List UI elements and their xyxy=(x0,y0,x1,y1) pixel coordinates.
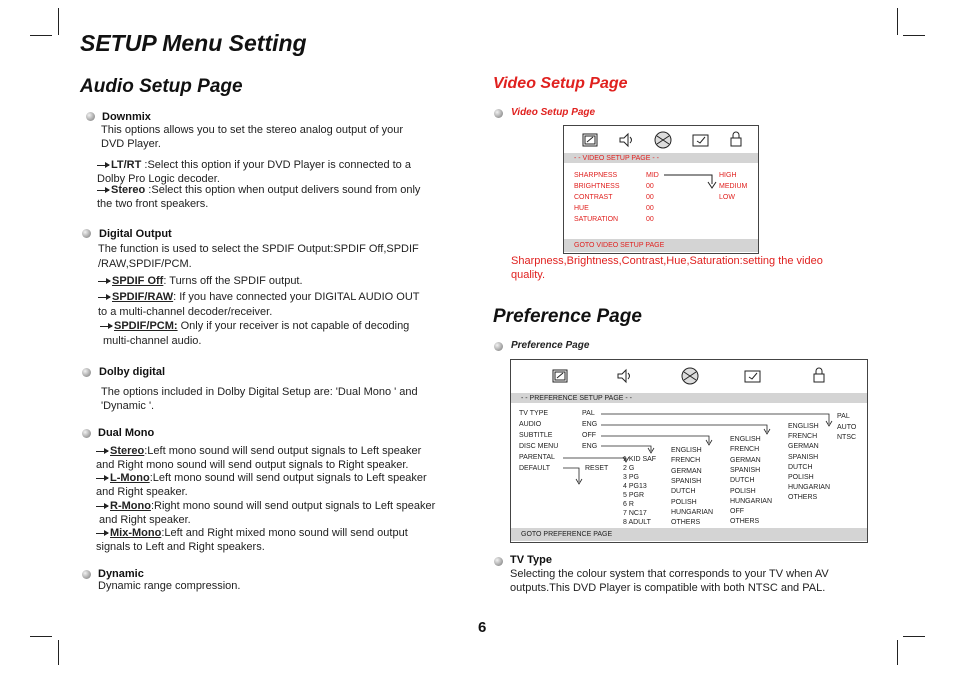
setting-label: AUDIO xyxy=(519,421,542,428)
page-title: SETUP Menu Setting xyxy=(80,30,307,56)
option-item: MEDIUM xyxy=(719,183,748,190)
bullet-icon xyxy=(494,557,503,566)
bullet-icon xyxy=(494,109,503,118)
audio-option: OTHERS xyxy=(788,494,818,502)
setting-label: HUE xyxy=(574,205,589,212)
parental-option: 4 PG13 xyxy=(623,483,647,490)
setting-label: SUBTITLE xyxy=(519,432,553,439)
preference-caption: Preference Page xyxy=(511,340,590,351)
downmix-stereo: Stereo :Select this option when output delivers sound from only the two front speakers. xyxy=(97,184,421,210)
audio-option: POLISH xyxy=(788,474,814,481)
disc-menu-option: POLISH xyxy=(671,498,697,506)
crop-mark xyxy=(897,8,898,35)
downmix-title: Downmix xyxy=(102,111,151,123)
spdif-raw: SPDIF/RAW: If you have connected your DIGITAL AUDIO OUT to a multi-channel decoder/receiver. xyxy=(98,291,420,318)
setting-value: ENG xyxy=(582,421,598,428)
dolby-icon xyxy=(652,130,674,150)
parental-option: 8 ADULT xyxy=(623,519,651,526)
disc-menu-option: HUNGARIAN xyxy=(671,508,714,516)
audio-option: HUNGARIAN xyxy=(788,484,831,492)
option-item: LOW xyxy=(719,194,735,201)
subtitle-option: DUTCH xyxy=(730,477,755,485)
parental-option: 6 R xyxy=(623,501,634,508)
arrow-icon xyxy=(100,326,112,327)
arrow-icon xyxy=(96,506,108,507)
dual-mono-stereo: Stereo:Left mono sound will send output signals to Left speaker and Right mono sound will send output signals to Right speaker. xyxy=(96,445,422,471)
panel-footer: GOTO PREFERENCE PAGE xyxy=(521,531,613,538)
bullet-icon xyxy=(82,570,91,579)
parental-option: 3 PG xyxy=(623,474,639,481)
disc-menu-option: DUTCH xyxy=(671,488,696,496)
setting-value: MID xyxy=(646,172,659,179)
setting-label: SHARPNESS xyxy=(574,172,618,179)
downmix-desc: This options allows you to set the stereo analog output of your DVD Player. xyxy=(101,124,404,150)
crop-mark xyxy=(30,636,52,637)
arrow-icon xyxy=(98,297,110,298)
video-setup-panel xyxy=(563,125,759,254)
setting-label: PARENTAL xyxy=(519,454,555,461)
setting-value: 00 xyxy=(646,216,654,223)
crop-mark xyxy=(903,35,925,36)
parental-option: 5 PGR xyxy=(623,492,645,499)
setting-label: TV TYPE xyxy=(519,410,549,417)
video-note: Sharpness,Brightness,Contrast,Hue,Saturation:setting the video quality. xyxy=(511,255,823,281)
disc-menu-option: FRENCH xyxy=(671,457,701,465)
audio-option: FRENCH xyxy=(788,433,818,441)
dual-mono-title: Dual Mono xyxy=(98,427,155,439)
setting-label: DISC MENU xyxy=(519,443,559,450)
subtitle-option: GERMAN xyxy=(730,456,761,464)
arrow-icon xyxy=(98,281,110,282)
subtitle-option: ENGLISH xyxy=(730,436,761,443)
subtitle-option: OTHERS xyxy=(730,518,760,526)
disc-menu-option: ENGLISH xyxy=(671,447,702,454)
setting-value: PAL xyxy=(582,410,595,417)
general-setup-icon xyxy=(581,132,601,148)
crop-mark xyxy=(58,8,59,35)
subtitle-option: OFF xyxy=(730,508,744,516)
setting-value: 00 xyxy=(646,205,654,212)
panel-footer: GOTO VIDEO SETUP PAGE xyxy=(574,242,665,249)
crop-mark xyxy=(58,640,59,665)
setting-label: DEFAULT xyxy=(519,465,550,472)
connector-arrows xyxy=(511,360,867,542)
preference-heading: Preference Page xyxy=(493,306,642,327)
setting-label: SATURATION xyxy=(574,216,619,223)
arrow-icon xyxy=(96,451,108,452)
lock-icon xyxy=(726,131,746,147)
dual-mono-mix: Mix-Mono:Left and Right mixed mono sound will send output signals to Left and Right speakers. xyxy=(96,527,408,553)
panel-header: - - PREFERENCE SETUP PAGE - - xyxy=(521,395,632,402)
bullet-icon xyxy=(82,229,91,238)
downmix-ltrt: LT/RT :Select this option if your DVD Player is connected to a Dolby Pro Logic decoder. xyxy=(97,159,411,185)
setting-value: 00 xyxy=(646,194,654,201)
arrow-icon xyxy=(96,478,108,479)
video-caption: Video Setup Page xyxy=(511,107,596,118)
setting-label: CONTRAST xyxy=(574,194,613,201)
bullet-icon xyxy=(494,342,503,351)
subtitle-option: HUNGARIAN xyxy=(730,497,773,505)
disc-menu-option: SPANISH xyxy=(671,477,702,485)
bullet-icon xyxy=(86,112,95,121)
setting-value: OFF xyxy=(582,432,596,439)
crop-mark xyxy=(30,35,52,36)
preference-panel xyxy=(510,359,868,543)
dynamic-desc: Dynamic range compression. xyxy=(98,580,241,592)
setting-value: ENG xyxy=(582,443,598,450)
panel-header: - - VIDEO SETUP PAGE - - xyxy=(574,155,659,162)
bullet-icon xyxy=(82,429,91,438)
page-number: 6 xyxy=(478,619,487,636)
disc-menu-option: GERMAN xyxy=(671,467,702,475)
video-setup-icon xyxy=(691,132,711,148)
crop-mark xyxy=(897,640,898,665)
setting-value: 00 xyxy=(646,183,654,190)
audio-option: DUTCH xyxy=(788,463,813,471)
spdif-off: SPDIF Off: Turns off the SPDIF output. xyxy=(98,275,303,289)
option-item: HIGH xyxy=(719,172,737,179)
subtitle-option: FRENCH xyxy=(730,446,760,454)
digital-output-desc: The function is used to select the SPDIF Output:SPDIF Off,SPDIF /RAW,SPDIF/PCM. xyxy=(98,243,419,270)
subtitle-option: SPANISH xyxy=(730,466,761,474)
dual-mono-lmono: L-Mono:Left mono sound will send output signals to Left speaker and Right speaker. xyxy=(96,472,427,498)
audio-option: SPANISH xyxy=(788,453,819,461)
tv-type-option: PAL xyxy=(837,413,850,420)
audio-setup-icon xyxy=(617,132,637,148)
setting-value: RESET xyxy=(585,465,609,472)
dolby-title: Dolby digital xyxy=(99,366,165,378)
tv-type-title: TV Type xyxy=(510,554,552,566)
arrow-icon xyxy=(97,165,109,166)
parental-option: 1 KID SAF xyxy=(623,456,657,463)
video-heading: Video Setup Page xyxy=(493,75,628,92)
arrow-icon xyxy=(97,190,109,191)
arrow-icon xyxy=(96,533,108,534)
dynamic-title: Dynamic xyxy=(98,568,144,580)
audio-option: GERMAN xyxy=(788,443,819,451)
tv-type-option: AUTO xyxy=(837,423,857,431)
subtitle-option: POLISH xyxy=(730,487,756,495)
parental-option: 7 NC17 xyxy=(623,510,647,517)
audio-heading: Audio Setup Page xyxy=(80,76,243,97)
audio-option: ENGLISH xyxy=(788,423,819,430)
crop-mark xyxy=(903,636,925,637)
dolby-desc: The options included in Dolby Digital Setup are: 'Dual Mono ' and 'Dynamic '. xyxy=(101,386,418,412)
setting-label: BRIGHTNESS xyxy=(574,183,620,190)
digital-output-title: Digital Output xyxy=(99,228,172,240)
parental-option: 2 G xyxy=(623,465,635,472)
tv-type-desc: Selecting the colour system that corresponds to your TV when AV outputs.This DVD Player is compatible with both NTSC and PAL. xyxy=(510,568,829,594)
bullet-icon xyxy=(82,368,91,377)
spdif-pcm: SPDIF/PCM: Only if your receiver is not capable of decoding multi-channel audio. xyxy=(100,319,470,349)
disc-menu-option: OTHERS xyxy=(671,519,701,527)
tv-type-option: NTSC xyxy=(837,434,857,441)
connector-arrow xyxy=(662,170,722,190)
dual-mono-rmono: R-Mono:Right mono sound will send output signals to Left speaker and Right speaker. xyxy=(96,500,476,527)
